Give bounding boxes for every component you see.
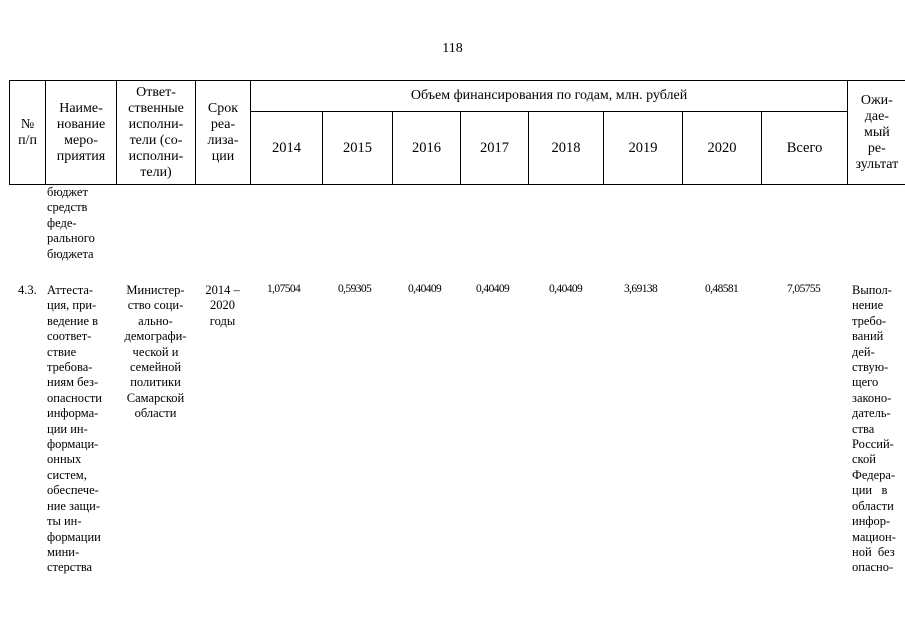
value-2014: 1,07504 <box>267 283 301 295</box>
value-2018: 0,40409 <box>549 283 583 295</box>
header-num: № п/п <box>10 81 46 185</box>
row-responsible: Министер- ство соци- ально- демографи- ческой и семейной политики Самарской области <box>124 283 187 421</box>
header-year-2016: 2016 <box>393 112 461 185</box>
header-year-2019: 2019 <box>604 112 683 185</box>
header-term: Срок реа- лиза- ции <box>196 81 251 185</box>
header-year-2014: 2014 <box>251 112 323 185</box>
value-total: 7,05755 <box>787 283 821 295</box>
row-expected-result: Выпол- нение требо- ваний дей- ствую- щего законо- датель- ства Россий- ской Федера- ции в области инфор- мацион- ной без опасно- <box>852 283 896 575</box>
row-term: 2014 – 2020 годы <box>205 283 240 328</box>
funding-table-header <box>9 80 905 185</box>
value-2019: 3,69138 <box>624 283 658 295</box>
header-year-2015: 2015 <box>323 112 393 185</box>
value-2015: 0,59305 <box>338 283 372 295</box>
header-year-2020: 2020 <box>683 112 762 185</box>
value-2020: 0,48581 <box>705 283 739 295</box>
header-funding: Объем финансирования по годам, млн. рублей <box>251 81 848 112</box>
header-name: Наиме- нование меро- приятия <box>46 81 117 185</box>
header-year-2017: 2017 <box>461 112 529 185</box>
value-2016: 0,40409 <box>408 283 442 295</box>
row-number: 4.3. <box>18 283 37 297</box>
header-year-2018: 2018 <box>529 112 604 185</box>
page-number: 118 <box>442 41 463 56</box>
header-total: Всего <box>762 112 848 185</box>
value-2017: 0,40409 <box>476 283 510 295</box>
header-result: Ожи- дае- мый ре- зультат <box>848 81 905 185</box>
row-activity-name: Аттеста- ция, при- ведение в соответ- ствие требова- ниям без- опасности информа- ции ин- формаци- онных систем, обеспече- ние защи- ты ин- формации мини- стерства <box>47 283 102 575</box>
header-responsible: Ответ- ственные исполни- тели (со- исполни- тели) <box>117 81 196 185</box>
continuation-text: бюджет средств феде- рального бюджета <box>47 185 95 261</box>
